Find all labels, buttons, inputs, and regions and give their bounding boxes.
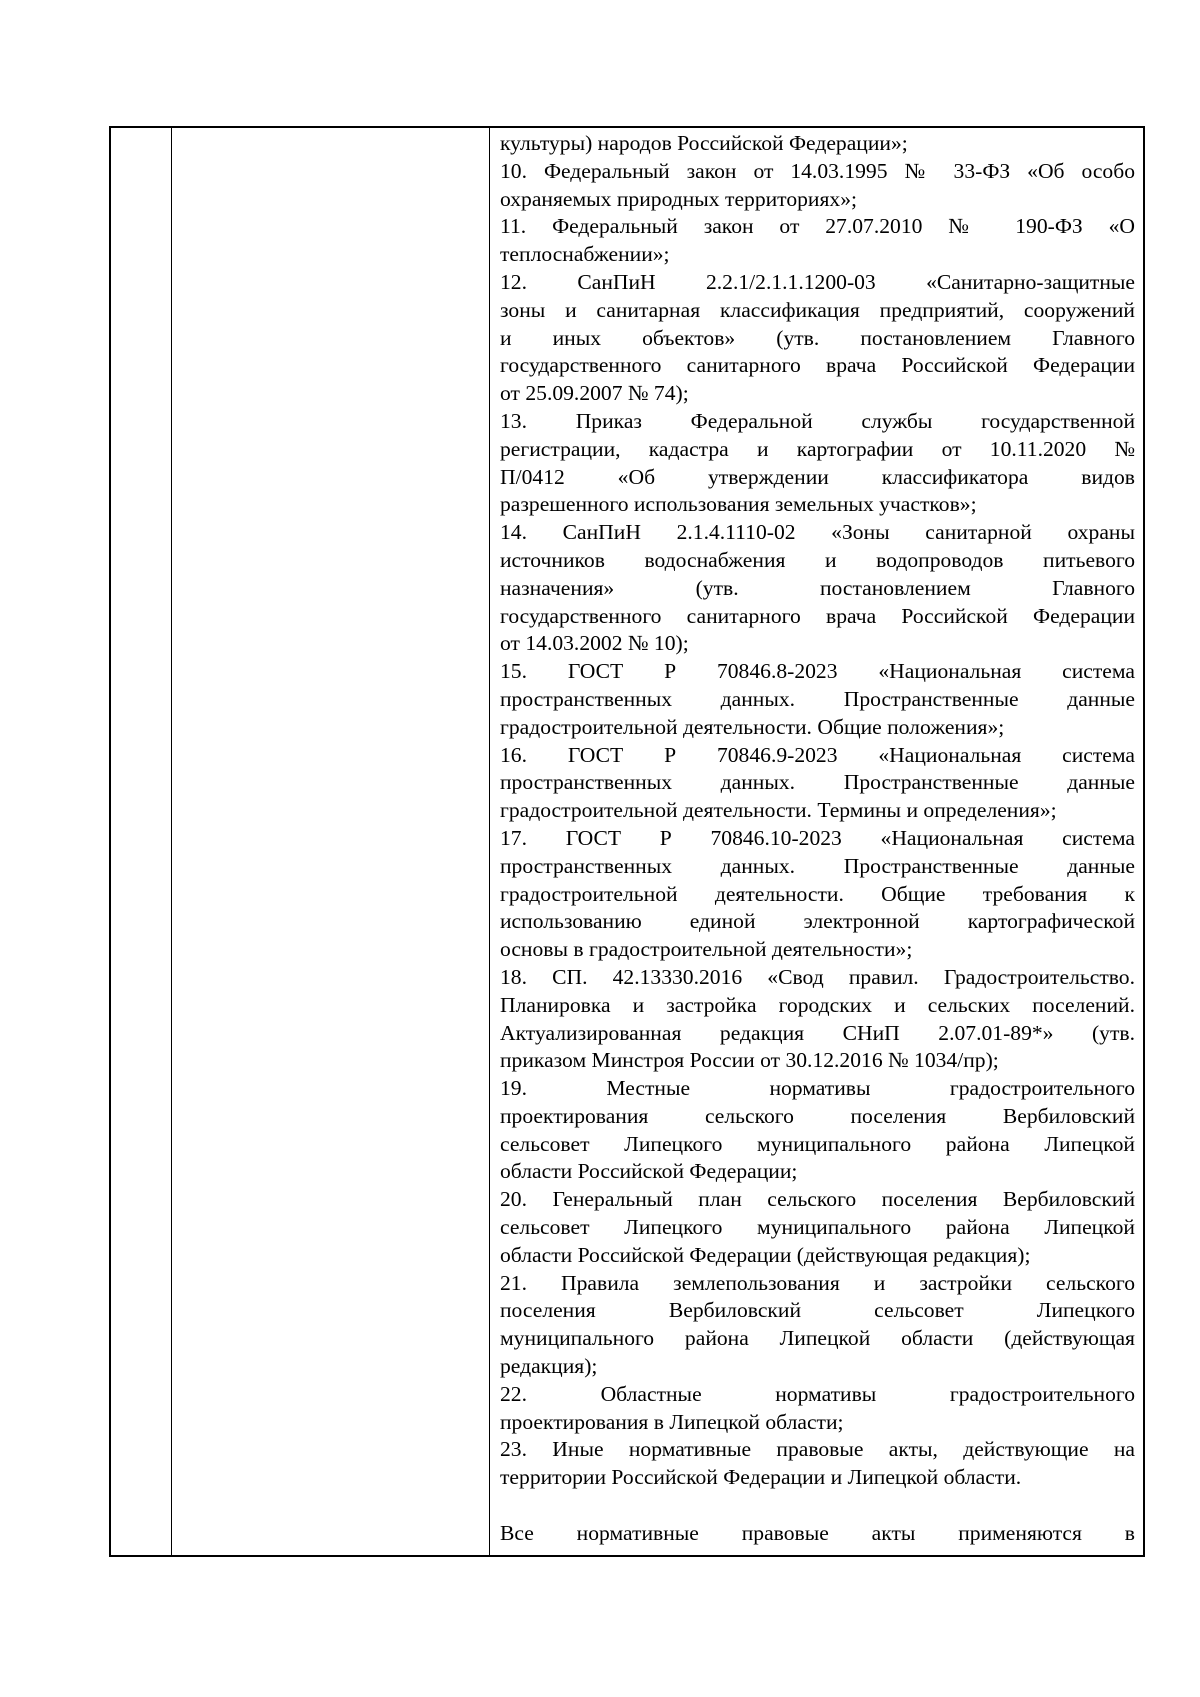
table-column-content <box>490 128 1143 1555</box>
list-item <box>500 1381 1135 1437</box>
list-item <box>500 519 1135 658</box>
text-line: проектирования в Липецкой области; <box>500 1409 844 1434</box>
text-line: градостроительной деятельности. Общие требования к <box>500 881 1135 906</box>
text-line: Все нормативные правовые акты применяются в <box>500 1520 1135 1545</box>
text-line: редакция); <box>500 1354 598 1379</box>
text-line: регистрации, кадастра и картографии от 10.11.2020 № <box>500 436 1135 461</box>
text-line: сельсовет Липецкого муниципального района Липецкой <box>500 1131 1135 1156</box>
text-line: государственного санитарного врача Российской Федерации <box>500 353 1135 378</box>
text-line: градостроительной деятельности. Термины и определения»; <box>500 798 1057 823</box>
list-item <box>500 130 1135 158</box>
text-line: области Российской Федерации (действующая редакция); <box>500 1242 1031 1267</box>
list-item <box>500 742 1135 825</box>
text-line: территории Российской Федерации и Липецкой области. <box>500 1465 1022 1490</box>
list-item <box>500 408 1135 519</box>
text-line: 14. СанПиН 2.1.4.1110-02 «Зоны санитарной охраны <box>500 520 1135 545</box>
text-line: культуры) народов Российской Федерации»; <box>500 131 908 155</box>
text-line: 10. Федеральный закон от 14.03.1995 № 33-ФЗ «Об особо <box>500 158 1135 183</box>
text-line: 20. Генеральный план сельского поселения Вербиловский <box>500 1187 1135 1212</box>
text-line: 22. Областные нормативы градостроительного <box>500 1381 1135 1406</box>
text-line: приказом Минстроя России от 30.12.2016 № 1034/пр); <box>500 1048 999 1073</box>
text-line: 11. Федеральный закон от 27.07.2010 № 190-ФЗ «О <box>500 214 1135 239</box>
text-line: 18. СП. 42.13330.2016 «Свод правил. Градостроительство. <box>500 964 1135 989</box>
text-line: охраняемых природных территориях»; <box>500 186 858 211</box>
text-line: теплоснабжении»; <box>500 242 670 267</box>
text-line: 15. ГОСТ Р 70846.8-2023 «Национальная система <box>500 659 1135 684</box>
table-column-number <box>111 128 172 1555</box>
text-line: назначения» (утв. постановлением Главного <box>500 575 1135 600</box>
list-item <box>500 658 1135 741</box>
text-line: Актуализированная редакция СНиП 2.07.01-89*» (утв. <box>500 1020 1135 1045</box>
text-line: пространственных данных. Пространственные данные <box>500 770 1135 795</box>
text-line: 21. Правила землепользования и застройки сельского <box>500 1270 1135 1295</box>
text-line: пространственных данных. Пространственные данные <box>500 853 1135 878</box>
list-item <box>500 1270 1135 1381</box>
text-line: 12. СанПиН 2.2.1/2.1.1.1200-03 «Санитарно-защитные <box>500 269 1135 294</box>
text-line: поселения Вербиловский сельсовет Липецкого <box>500 1298 1135 1323</box>
list-item <box>500 269 1135 408</box>
text-line: государственного санитарного врача Российской Федерации <box>500 603 1135 628</box>
list-item <box>500 1520 1135 1548</box>
text-line: источников водоснабжения и водопроводов питьевого <box>500 547 1135 572</box>
text-line: 16. ГОСТ Р 70846.9-2023 «Национальная система <box>500 742 1135 767</box>
text-line: П/0412 «Об утверждении классификатора видов <box>500 464 1135 489</box>
list-item <box>500 158 1135 214</box>
text-line: 13. Приказ Федеральной службы государственной <box>500 408 1135 433</box>
list-item <box>500 1492 1135 1520</box>
text-line: 17. ГОСТ Р 70846.10-2023 «Национальная система <box>500 825 1135 850</box>
list-item <box>500 825 1135 964</box>
text-line: и иных объектов» (утв. постановлением Главного <box>500 325 1135 350</box>
list-item <box>500 964 1135 1075</box>
list-item <box>500 1186 1135 1269</box>
text-line: 23. Иные нормативные правовые акты, действующие на <box>500 1437 1135 1462</box>
list-item <box>500 213 1135 269</box>
text-line: использованию единой электронной картографической <box>500 909 1135 934</box>
text-line: муниципального района Липецкой области (действующая <box>500 1326 1135 1351</box>
text-line: от 14.03.2002 № 10); <box>500 631 689 656</box>
text-line: проектирования сельского поселения Вербиловский <box>500 1103 1135 1128</box>
text-line: Планировка и застройка городских и сельских поселений. <box>500 992 1135 1017</box>
list-item <box>500 1436 1135 1492</box>
text-line: градостроительной деятельности. Общие положения»; <box>500 714 1005 739</box>
table-column-name <box>172 128 490 1555</box>
text-line: разрешенного использования земельных участков»; <box>500 492 977 517</box>
text-line <box>500 1492 1135 1520</box>
list-item <box>500 1075 1135 1186</box>
document-table <box>109 126 1145 1557</box>
text-line: пространственных данных. Пространственные данные <box>500 686 1135 711</box>
text-line: от 25.09.2007 № 74); <box>500 381 689 406</box>
text-line: 19. Местные нормативы градостроительного <box>500 1076 1135 1101</box>
text-line: зоны и санитарная классификация предприятий, сооружений <box>500 297 1135 322</box>
text-line: основы в градостроительной деятельности»; <box>500 937 913 962</box>
text-line: сельсовет Липецкого муниципального района Липецкой <box>500 1215 1135 1240</box>
text-line: области Российской Федерации; <box>500 1159 798 1184</box>
